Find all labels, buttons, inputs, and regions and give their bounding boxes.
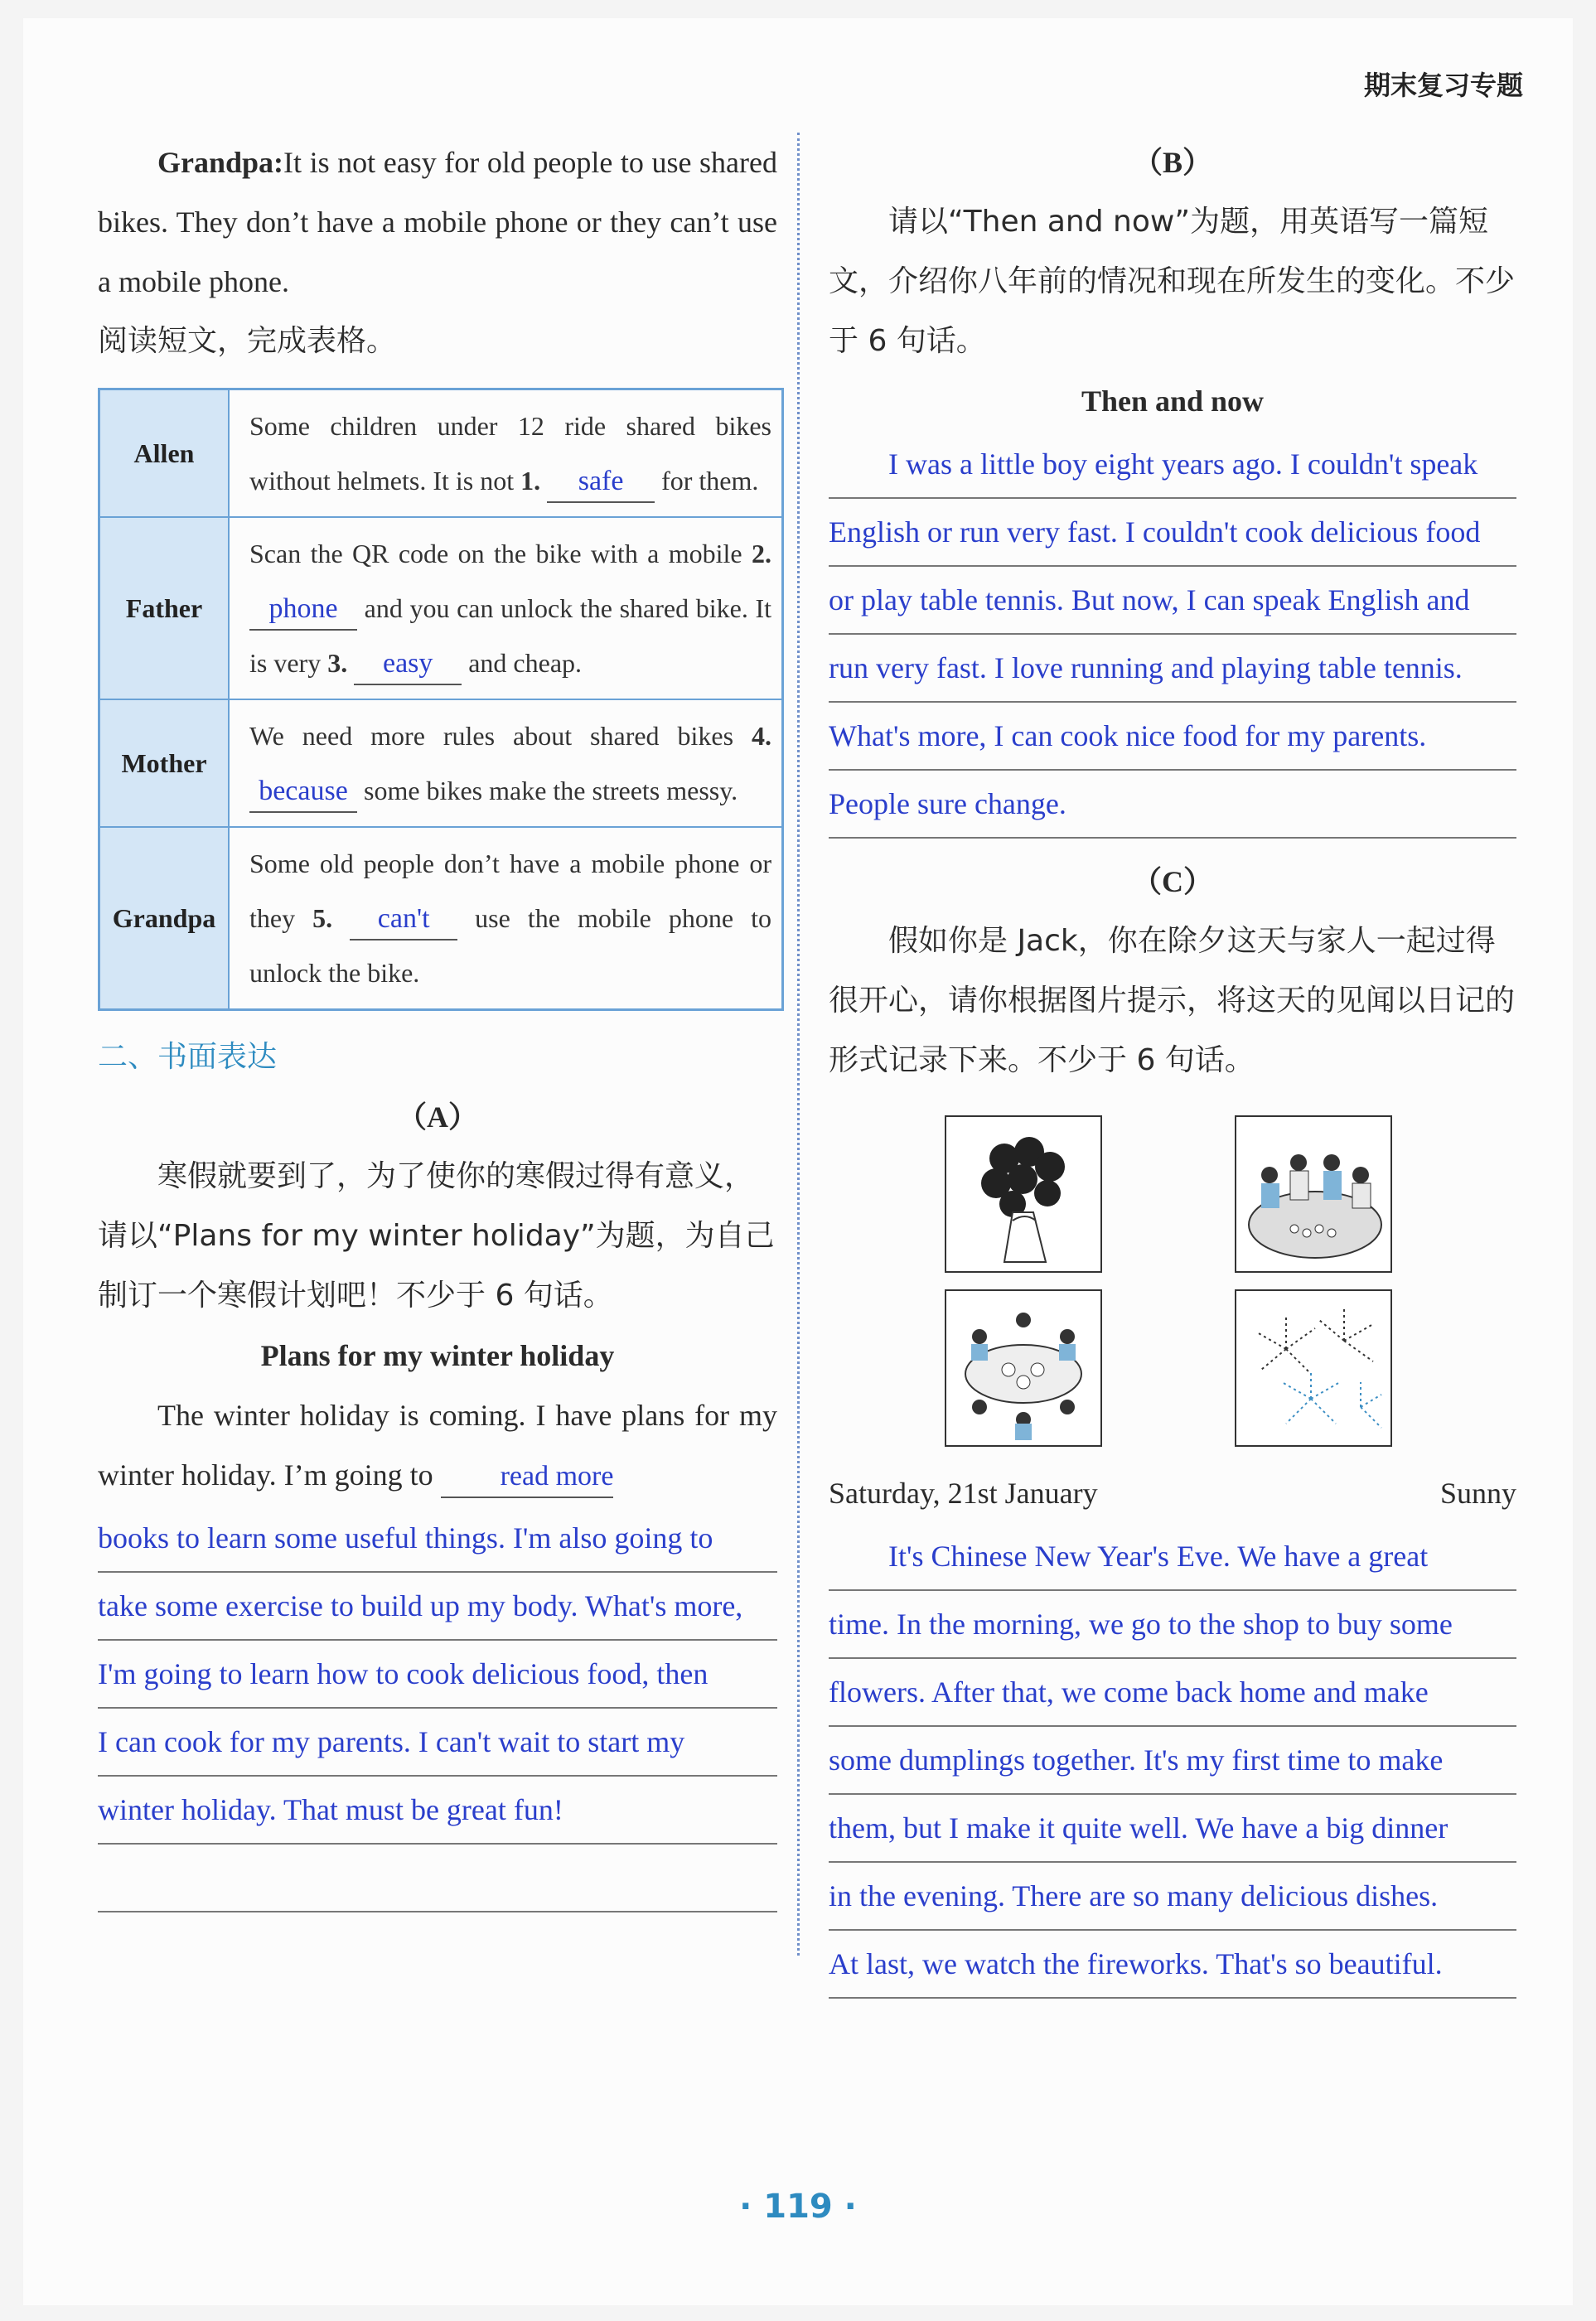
row-text-middle: and you can unlock the shared bike. It is very: [249, 593, 771, 678]
essay-line[interactable]: [829, 1863, 1516, 1931]
row-text-before: Scan the QR code on the bike with a mobile: [249, 539, 752, 568]
row-text: [229, 827, 783, 1010]
essay-a-first-answer: read more: [500, 1461, 614, 1492]
row-name: Grandpa: [99, 827, 230, 1010]
table-row: [99, 389, 783, 518]
grandpa-line: It is not easy for old people to use shared bikes. They don’t have a mobile phone or they can’t use a mobile phone.: [98, 146, 777, 298]
left-column: [98, 133, 777, 1912]
answer-text: safe: [578, 466, 624, 496]
essay-line[interactable]: [829, 499, 1516, 567]
essay-line-text: books to learn some useful things. I'm also going to: [98, 1521, 713, 1555]
column-divider: [797, 133, 800, 1956]
essay-line-text: winter holiday. That must be great fun!: [98, 1793, 563, 1826]
answer-text: because: [259, 776, 348, 806]
blank-number: 1.: [520, 466, 541, 496]
essay-line-text: or play table tennis. But now, I can speak English and: [829, 583, 1470, 617]
essay-a-intro: [98, 1385, 777, 1505]
row-name: Mother: [99, 699, 230, 827]
table-row: [99, 517, 783, 699]
essay-a-first-blank[interactable]: [441, 1455, 614, 1498]
dumplings-picture: [1235, 1115, 1392, 1273]
table-row: [99, 827, 783, 1010]
essay-line[interactable]: [829, 567, 1516, 635]
blank-number: 3.: [327, 648, 348, 678]
essay-line-text: in the evening. There are so many delicious dishes.: [829, 1879, 1439, 1912]
essay-line-text: flowers. After that, we come back home and make: [829, 1675, 1429, 1709]
answer-blank[interactable]: [350, 898, 457, 940]
essay-line[interactable]: [98, 1845, 777, 1912]
reading-table: [98, 388, 784, 1011]
answer-text: phone: [268, 593, 338, 624]
row-text-before: Some children under 12 ride shared bikes without helmets. It is not: [249, 411, 771, 496]
row-text-after: use the mobile phone to unlock the bike.: [249, 903, 772, 988]
grandpa-label: Grandpa: [157, 146, 274, 179]
part-a-prompt: 寒假就要到了，为了使你的寒假过得有意义，请以“Plans for my winter holiday”为题，为自己制订一个寒假计划吧！不少于 6 句话。: [98, 1159, 775, 1313]
essay-line-text: I'm going to learn how to cook delicious food, then: [98, 1657, 709, 1690]
picture-grid: [829, 1099, 1516, 1447]
essay-line-text: run very fast. I love running and playing table tennis.: [829, 651, 1463, 684]
part-b-label: （B）: [1132, 146, 1212, 179]
answer-blank[interactable]: [547, 461, 655, 503]
essay-line-text: take some exercise to build up my body. What's more,: [98, 1589, 743, 1622]
essay-line-text: I was a little boy eight years ago. I couldn't speak: [888, 447, 1478, 481]
row-text-after: and cheap.: [462, 648, 583, 678]
table-row: [99, 699, 783, 827]
essay-line[interactable]: [829, 1591, 1516, 1659]
essay-line[interactable]: [98, 1709, 777, 1777]
essay-a-title: Plans for my winter holiday: [260, 1339, 615, 1372]
essay-line[interactable]: [829, 431, 1516, 499]
blank-number: 4.: [752, 721, 771, 751]
essay-line[interactable]: [829, 1727, 1516, 1795]
row-text: [229, 699, 783, 827]
instruction: 阅读短文，完成表格。: [98, 324, 397, 358]
answer-text: easy: [382, 648, 433, 679]
part-b-prompt: 请以“Then and now”为题，用英语写一篇短文，介绍你八年前的情况和现在所发生的变化。不少于 6 句话。: [829, 205, 1516, 358]
essay-a-intro-text: The winter holiday is coming. I have plans for my winter holiday. I’m going to: [98, 1399, 777, 1492]
essay-b-title: Then and now: [1081, 384, 1265, 418]
essay-line[interactable]: [829, 1931, 1516, 1999]
answer-text: can't: [377, 903, 430, 934]
essay-line-text: People sure change.: [829, 787, 1066, 820]
row-text-before: We need more rules about shared bikes: [249, 721, 752, 751]
diary-weather: Sunny: [1439, 1477, 1516, 1510]
row-text-after: some bikes make the streets messy.: [357, 776, 738, 805]
family-dinner-picture: [945, 1289, 1102, 1447]
essay-line[interactable]: [829, 635, 1516, 703]
flowers-picture: [945, 1115, 1102, 1273]
page-header: 期末复习专题: [1363, 70, 1523, 101]
row-text-before: Some old people don’t have a mobile phone or they: [249, 849, 771, 933]
section-heading: 二、书面表达: [98, 1040, 278, 1074]
row-text: [229, 389, 783, 518]
essay-line-text: I can cook for my parents. I can't wait to start my: [98, 1725, 685, 1758]
essay-line-text: It's Chinese New Year's Eve. We have a great: [888, 1540, 1429, 1573]
essay-line[interactable]: [829, 703, 1516, 771]
essay-line[interactable]: [829, 1795, 1516, 1863]
essay-line-text: English or run very fast. I couldn't cook delicious food: [829, 515, 1481, 549]
diary-date: Saturday, 21st January: [829, 1477, 1098, 1510]
essay-line[interactable]: [829, 1659, 1516, 1727]
essay-line[interactable]: [98, 1573, 777, 1641]
diary-date-row: [829, 1463, 1516, 1523]
row-text-after: for them.: [655, 466, 759, 496]
row-name: Allen: [99, 389, 230, 518]
row-name: Father: [99, 517, 230, 699]
essay-line-text: them, but I make it quite well. We have a big dinner: [829, 1811, 1448, 1845]
answer-blank[interactable]: [354, 643, 462, 685]
essay-line[interactable]: [829, 771, 1516, 839]
row-text: [229, 517, 783, 699]
part-a-label: （A）: [397, 1100, 478, 1134]
answer-blank[interactable]: [249, 588, 357, 631]
grandpa-colon: :: [273, 146, 284, 179]
essay-line-text: some dumplings together. It's my first time to make: [829, 1743, 1444, 1777]
right-column: [829, 133, 1516, 1999]
blank-number: 5.: [312, 903, 333, 933]
grandpa-paragraph: [98, 133, 777, 312]
part-c-label: （C）: [1132, 865, 1213, 898]
essay-line-text: At last, we watch the fireworks. That's so beautiful.: [829, 1947, 1443, 1980]
blank-number: 2.: [752, 539, 771, 568]
fireworks-picture: [1235, 1289, 1392, 1447]
answer-blank[interactable]: [249, 771, 357, 813]
essay-line[interactable]: [829, 1523, 1516, 1591]
essay-line-text: What's more, I can cook nice food for my parents.: [829, 719, 1427, 752]
essay-line-text: time. In the morning, we go to the shop to buy some: [829, 1608, 1453, 1641]
page-number: · 119 ·: [739, 2188, 857, 2226]
part-c-prompt: 假如你是 Jack，你在除夕这天与家人一起过得很开心，请你根据图片提示，将这天的见闻以日记的形式记录下来。不少于 6 句话。: [829, 924, 1516, 1077]
essay-line[interactable]: [98, 1641, 777, 1709]
essay-line[interactable]: [98, 1777, 777, 1845]
essay-line[interactable]: [98, 1505, 777, 1573]
